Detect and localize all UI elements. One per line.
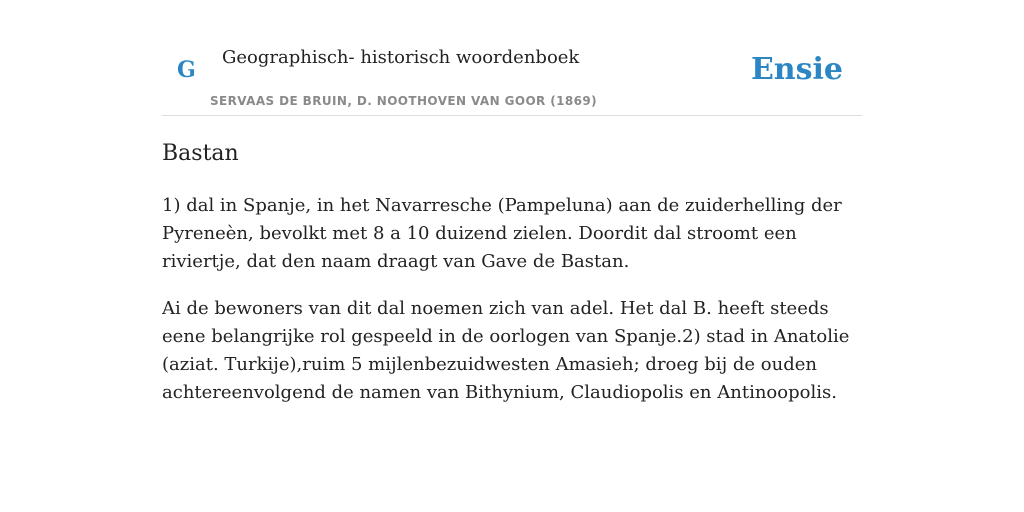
entry-article — [162, 139, 862, 407]
book-letter-icon[interactable]: G — [177, 57, 196, 83]
entry-title: Bastan — [162, 141, 239, 166]
ensie-logo-link[interactable]: Ensie — [750, 52, 843, 87]
book-title-link[interactable]: Geographisch- historisch woordenboek — [222, 47, 580, 68]
entry-paragraph: Ai de bewoners van dit dal noemen zich van adel. Het dal B. heeft steeds eene belangrijke rol gespeeld in de oorlogen van Spanje.2) stad in Anatolie (aziat. Turkije),ruim 5 mijlenbezuidwesten Amasieh; droeg bij de ouden achtereenvolgend de namen van Bithynium, Claudiopolis en Antinoopolis. — [162, 298, 850, 403]
entry-body — [162, 192, 862, 407]
book-header — [162, 0, 862, 116]
entry-paragraph: 1) dal in Spanje, in het Navarresche (Pampeluna) aan de zuiderhelling der Pyreneèn, bevolkt met 8 a 10 duizend zielen. Doordit dal stroomt een riviertje, dat den naam draagt van Gave de Bastan. — [162, 195, 842, 272]
book-authors: SERVAAS DE BRUIN, D. NOOTHOVEN VAN GOOR (1869) — [210, 94, 598, 108]
